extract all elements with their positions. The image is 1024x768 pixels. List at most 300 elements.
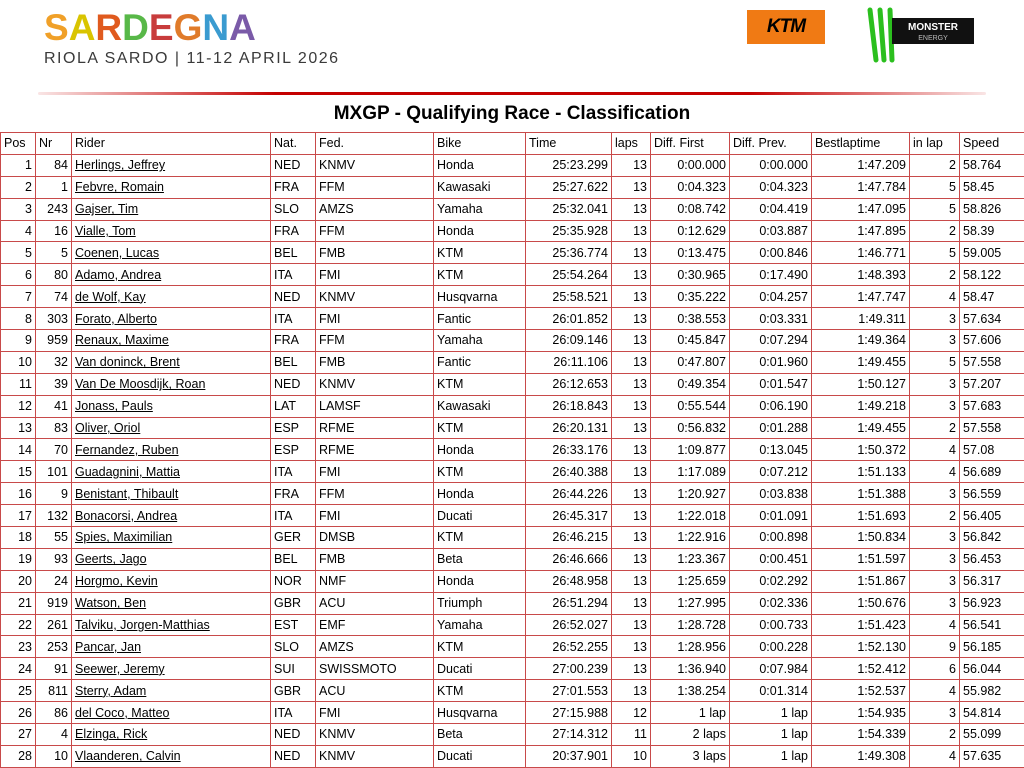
cell-laps: 10: [612, 745, 651, 767]
cell-bestlaptime: 1:51.867: [812, 570, 910, 592]
cell-in-lap: 3: [910, 527, 960, 549]
cell-laps: 13: [612, 548, 651, 570]
cell-in-lap: 5: [910, 351, 960, 373]
cell-fed: DMSB: [316, 527, 434, 549]
monster-energy-logo: [864, 4, 976, 66]
cell-fed: FFM: [316, 330, 434, 352]
cell-nr: 74: [36, 286, 72, 308]
cell-diff-prev: 0:00.846: [730, 242, 812, 264]
cell-speed: 54.814: [960, 702, 1024, 724]
cell-rider[interactable]: Benistant, Thibault: [72, 483, 271, 505]
cell-laps: 13: [612, 242, 651, 264]
cell-rider[interactable]: Herlings, Jeffrey: [72, 154, 271, 176]
cell-nat: BEL: [271, 351, 316, 373]
cell-speed: 57.558: [960, 417, 1024, 439]
cell-speed: 57.635: [960, 745, 1024, 767]
cell-diff-prev: 1 lap: [730, 702, 812, 724]
cell-bike: Fantic: [434, 308, 526, 330]
table-row: [1, 658, 1024, 680]
cell-laps: 13: [612, 286, 651, 308]
cell-pos: 17: [1, 505, 36, 527]
cell-bike: Honda: [434, 483, 526, 505]
cell-bike: KTM: [434, 373, 526, 395]
cell-rider[interactable]: Adamo, Andrea: [72, 264, 271, 286]
table-row: [1, 198, 1024, 220]
cell-in-lap: 2: [910, 505, 960, 527]
column-header-nat: Nat.: [271, 133, 316, 155]
cell-rider[interactable]: Coenen, Lucas: [72, 242, 271, 264]
cell-diff-first: 0:55.544: [651, 395, 730, 417]
cell-laps: 12: [612, 702, 651, 724]
cell-laps: 13: [612, 658, 651, 680]
cell-speed: 57.606: [960, 330, 1024, 352]
table-row: [1, 680, 1024, 702]
cell-rider[interactable]: Fernandez, Ruben: [72, 439, 271, 461]
cell-bestlaptime: 1:49.218: [812, 395, 910, 417]
cell-laps: 13: [612, 198, 651, 220]
cell-laps: 13: [612, 461, 651, 483]
cell-fed: FMI: [316, 461, 434, 483]
cell-diff-first: 1:36.940: [651, 658, 730, 680]
cell-nr: 41: [36, 395, 72, 417]
cell-in-lap: 2: [910, 154, 960, 176]
cell-diff-first: 0:38.553: [651, 308, 730, 330]
table-row: [1, 417, 1024, 439]
cell-in-lap: 2: [910, 724, 960, 746]
cell-speed: 55.099: [960, 724, 1024, 746]
cell-diff-prev: 0:01.288: [730, 417, 812, 439]
cell-fed: FMI: [316, 505, 434, 527]
table-row: [1, 505, 1024, 527]
cell-pos: 15: [1, 461, 36, 483]
cell-speed: 58.826: [960, 198, 1024, 220]
cell-diff-first: 1:09.877: [651, 439, 730, 461]
cell-laps: 13: [612, 417, 651, 439]
cell-bestlaptime: 1:49.455: [812, 351, 910, 373]
column-header-bestlaptime: Bestlaptime: [812, 133, 910, 155]
cell-in-lap: 2: [910, 264, 960, 286]
event-name-letter: S: [44, 7, 69, 48]
cell-nr: 10: [36, 745, 72, 767]
cell-laps: 13: [612, 308, 651, 330]
table-row: [1, 351, 1024, 373]
cell-bike: KTM: [434, 242, 526, 264]
cell-rider[interactable]: Elzinga, Rick: [72, 724, 271, 746]
cell-time: 20:37.901: [526, 745, 612, 767]
cell-fed: KNMV: [316, 154, 434, 176]
cell-diff-prev: 0:02.336: [730, 592, 812, 614]
cell-rider[interactable]: Forato, Alberto: [72, 308, 271, 330]
table-row: [1, 614, 1024, 636]
cell-nat: FRA: [271, 220, 316, 242]
cell-time: 26:18.843: [526, 395, 612, 417]
event-header: [0, 0, 1024, 100]
cell-rider[interactable]: Febvre, Romain: [72, 176, 271, 198]
cell-fed: AMZS: [316, 198, 434, 220]
cell-laps: 13: [612, 636, 651, 658]
column-header-fed: Fed.: [316, 133, 434, 155]
cell-speed: 56.044: [960, 658, 1024, 680]
cell-bestlaptime: 1:51.133: [812, 461, 910, 483]
cell-fed: ACU: [316, 592, 434, 614]
cell-bestlaptime: 1:51.693: [812, 505, 910, 527]
cell-diff-first: 0:04.323: [651, 176, 730, 198]
table-row: [1, 176, 1024, 198]
cell-fed: ACU: [316, 680, 434, 702]
cell-bike: Triumph: [434, 592, 526, 614]
classification-table: [0, 132, 1024, 768]
cell-laps: 13: [612, 373, 651, 395]
table-row: [1, 724, 1024, 746]
cell-diff-first: 0:00.000: [651, 154, 730, 176]
cell-laps: 11: [612, 724, 651, 746]
cell-fed: FFM: [316, 176, 434, 198]
cell-diff-prev: 0:04.323: [730, 176, 812, 198]
cell-bike: Ducati: [434, 658, 526, 680]
cell-diff-prev: 0:04.419: [730, 198, 812, 220]
table-row: [1, 439, 1024, 461]
event-name-letter: R: [95, 7, 123, 48]
cell-nat: BEL: [271, 242, 316, 264]
cell-time: 26:20.131: [526, 417, 612, 439]
svg-text:ENERGY: ENERGY: [918, 35, 948, 42]
cell-diff-prev: 0:01.960: [730, 351, 812, 373]
cell-pos: 7: [1, 286, 36, 308]
cell-diff-prev: 0:13.045: [730, 439, 812, 461]
cell-bestlaptime: 1:49.308: [812, 745, 910, 767]
cell-diff-prev: 0:04.257: [730, 286, 812, 308]
column-header-diff-first: Diff. First: [651, 133, 730, 155]
cell-speed: 57.634: [960, 308, 1024, 330]
cell-rider[interactable]: Jonass, Pauls: [72, 395, 271, 417]
cell-in-lap: 4: [910, 745, 960, 767]
cell-fed: FMB: [316, 242, 434, 264]
cell-nat: NED: [271, 154, 316, 176]
cell-rider[interactable]: Sterry, Adam: [72, 680, 271, 702]
cell-time: 26:52.255: [526, 636, 612, 658]
cell-rider[interactable]: Geerts, Jago: [72, 548, 271, 570]
cell-diff-prev: 0:01.314: [730, 680, 812, 702]
cell-bestlaptime: 1:50.834: [812, 527, 910, 549]
table-row: [1, 548, 1024, 570]
cell-pos: 14: [1, 439, 36, 461]
cell-nr: 16: [36, 220, 72, 242]
cell-nat: ESP: [271, 417, 316, 439]
cell-bike: Ducati: [434, 745, 526, 767]
column-header-rider: Rider: [72, 133, 271, 155]
cell-diff-prev: 0:01.091: [730, 505, 812, 527]
cell-rider[interactable]: Oliver, Oriol: [72, 417, 271, 439]
cell-speed: 58.39: [960, 220, 1024, 242]
cell-speed: 57.207: [960, 373, 1024, 395]
event-name-letter: N: [202, 7, 230, 48]
cell-bestlaptime: 1:52.537: [812, 680, 910, 702]
cell-bike: KTM: [434, 680, 526, 702]
cell-rider[interactable]: Seewer, Jeremy: [72, 658, 271, 680]
cell-diff-first: 0:08.742: [651, 198, 730, 220]
cell-bestlaptime: 1:47.784: [812, 176, 910, 198]
table-row: [1, 636, 1024, 658]
cell-time: 26:45.317: [526, 505, 612, 527]
cell-nr: 811: [36, 680, 72, 702]
cell-time: 27:14.312: [526, 724, 612, 746]
cell-fed: FMI: [316, 702, 434, 724]
cell-rider[interactable]: Vlaanderen, Calvin: [72, 745, 271, 767]
cell-fed: EMF: [316, 614, 434, 636]
cell-bike: KTM: [434, 417, 526, 439]
cell-in-lap: 3: [910, 548, 960, 570]
cell-in-lap: 6: [910, 658, 960, 680]
cell-nr: 80: [36, 264, 72, 286]
cell-pos: 28: [1, 745, 36, 767]
cell-diff-first: 0:56.832: [651, 417, 730, 439]
cell-bestlaptime: 1:52.412: [812, 658, 910, 680]
cell-nr: 39: [36, 373, 72, 395]
cell-pos: 22: [1, 614, 36, 636]
cell-nat: NED: [271, 373, 316, 395]
cell-in-lap: 3: [910, 330, 960, 352]
cell-nat: NED: [271, 286, 316, 308]
cell-fed: FMI: [316, 308, 434, 330]
cell-pos: 16: [1, 483, 36, 505]
cell-diff-first: 3 laps: [651, 745, 730, 767]
cell-diff-prev: 0:07.212: [730, 461, 812, 483]
cell-fed: KNMV: [316, 745, 434, 767]
cell-speed: 58.45: [960, 176, 1024, 198]
cell-time: 25:36.774: [526, 242, 612, 264]
cell-pos: 24: [1, 658, 36, 680]
cell-nat: ITA: [271, 505, 316, 527]
cell-time: 26:09.146: [526, 330, 612, 352]
cell-pos: 25: [1, 680, 36, 702]
cell-rider[interactable]: Spies, Maximilian: [72, 527, 271, 549]
cell-bike: KTM: [434, 264, 526, 286]
cell-in-lap: 3: [910, 308, 960, 330]
cell-nat: EST: [271, 614, 316, 636]
cell-diff-first: 0:45.847: [651, 330, 730, 352]
cell-speed: 57.683: [960, 395, 1024, 417]
cell-bike: Kawasaki: [434, 176, 526, 198]
table-row: [1, 286, 1024, 308]
cell-rider[interactable]: Talviku, Jorgen-Matthias: [72, 614, 271, 636]
cell-rider[interactable]: Bonacorsi, Andrea: [72, 505, 271, 527]
cell-bestlaptime: 1:50.676: [812, 592, 910, 614]
cell-speed: 56.405: [960, 505, 1024, 527]
cell-nr: 9: [36, 483, 72, 505]
table-row: [1, 373, 1024, 395]
cell-diff-first: 1:28.728: [651, 614, 730, 636]
cell-bike: Honda: [434, 439, 526, 461]
cell-nr: 261: [36, 614, 72, 636]
cell-speed: 56.923: [960, 592, 1024, 614]
cell-nr: 253: [36, 636, 72, 658]
cell-bike: Fantic: [434, 351, 526, 373]
cell-speed: 59.005: [960, 242, 1024, 264]
cell-nr: 959: [36, 330, 72, 352]
table-row: [1, 483, 1024, 505]
cell-diff-first: 1:25.659: [651, 570, 730, 592]
cell-fed: FFM: [316, 483, 434, 505]
cell-fed: FMI: [316, 264, 434, 286]
cell-time: 26:46.666: [526, 548, 612, 570]
cell-in-lap: 5: [910, 198, 960, 220]
cell-in-lap: 4: [910, 614, 960, 636]
cell-time: 25:27.622: [526, 176, 612, 198]
cell-nr: 24: [36, 570, 72, 592]
cell-in-lap: 4: [910, 680, 960, 702]
cell-bestlaptime: 1:51.423: [812, 614, 910, 636]
cell-fed: KNMV: [316, 373, 434, 395]
cell-bike: Yamaha: [434, 198, 526, 220]
cell-pos: 26: [1, 702, 36, 724]
cell-time: 26:40.388: [526, 461, 612, 483]
cell-in-lap: 9: [910, 636, 960, 658]
cell-fed: RFME: [316, 439, 434, 461]
cell-pos: 3: [1, 198, 36, 220]
cell-speed: 56.317: [960, 570, 1024, 592]
event-name: [44, 8, 340, 48]
cell-nr: 5: [36, 242, 72, 264]
cell-time: 26:33.176: [526, 439, 612, 461]
cell-nat: SLO: [271, 198, 316, 220]
cell-rider[interactable]: Watson, Ben: [72, 592, 271, 614]
cell-speed: 56.453: [960, 548, 1024, 570]
cell-pos: 11: [1, 373, 36, 395]
cell-time: 26:01.852: [526, 308, 612, 330]
cell-diff-prev: 0:07.984: [730, 658, 812, 680]
cell-rider[interactable]: Van De Moosdijk, Roan: [72, 373, 271, 395]
cell-nr: 91: [36, 658, 72, 680]
cell-bestlaptime: 1:47.095: [812, 198, 910, 220]
cell-in-lap: 4: [910, 286, 960, 308]
cell-pos: 10: [1, 351, 36, 373]
cell-diff-prev: 1 lap: [730, 724, 812, 746]
cell-time: 25:35.928: [526, 220, 612, 242]
event-name-letter: D: [122, 7, 149, 48]
cell-laps: 13: [612, 527, 651, 549]
cell-time: 27:00.239: [526, 658, 612, 680]
table-row: [1, 330, 1024, 352]
cell-speed: 58.122: [960, 264, 1024, 286]
cell-fed: SWISSMOTO: [316, 658, 434, 680]
cell-nat: LAT: [271, 395, 316, 417]
table-row: [1, 395, 1024, 417]
cell-fed: FFM: [316, 220, 434, 242]
cell-time: 27:01.553: [526, 680, 612, 702]
cell-rider[interactable]: Horgmo, Kevin: [72, 570, 271, 592]
event-name-letter: G: [173, 7, 203, 48]
table-row: [1, 461, 1024, 483]
cell-diff-first: 2 laps: [651, 724, 730, 746]
cell-speed: 56.559: [960, 483, 1024, 505]
cell-pos: 21: [1, 592, 36, 614]
cell-speed: 58.764: [960, 154, 1024, 176]
cell-rider[interactable]: del Coco, Matteo: [72, 702, 271, 724]
cell-diff-first: 0:12.629: [651, 220, 730, 242]
cell-fed: NMF: [316, 570, 434, 592]
cell-diff-prev: 0:00.451: [730, 548, 812, 570]
svg-text:MONSTER: MONSTER: [908, 22, 958, 33]
cell-laps: 13: [612, 264, 651, 286]
cell-in-lap: 4: [910, 461, 960, 483]
cell-laps: 13: [612, 483, 651, 505]
event-name-letter: E: [148, 7, 174, 48]
cell-nat: ITA: [271, 461, 316, 483]
cell-nat: ITA: [271, 308, 316, 330]
cell-diff-first: 0:30.965: [651, 264, 730, 286]
cell-rider[interactable]: Pancar, Jan: [72, 636, 271, 658]
column-header-pos: Pos: [1, 133, 36, 155]
cell-rider[interactable]: Van doninck, Brent: [72, 351, 271, 373]
cell-rider[interactable]: Renaux, Maxime: [72, 330, 271, 352]
cell-in-lap: 2: [910, 220, 960, 242]
cell-laps: 13: [612, 154, 651, 176]
cell-diff-first: 1:22.916: [651, 527, 730, 549]
cell-laps: 13: [612, 351, 651, 373]
cell-diff-prev: 0:17.490: [730, 264, 812, 286]
cell-fed: KNMV: [316, 724, 434, 746]
ktm-logo: KTM: [747, 10, 825, 44]
cell-bike: Beta: [434, 548, 526, 570]
cell-speed: 56.541: [960, 614, 1024, 636]
cell-nr: 132: [36, 505, 72, 527]
cell-rider[interactable]: de Wolf, Kay: [72, 286, 271, 308]
cell-bestlaptime: 1:51.597: [812, 548, 910, 570]
cell-time: 25:58.521: [526, 286, 612, 308]
table-row: [1, 702, 1024, 724]
cell-pos: 5: [1, 242, 36, 264]
table-row: [1, 527, 1024, 549]
cell-bike: Honda: [434, 220, 526, 242]
cell-nat: BEL: [271, 548, 316, 570]
cell-speed: 56.842: [960, 527, 1024, 549]
cell-diff-first: 1:20.927: [651, 483, 730, 505]
cell-nr: 55: [36, 527, 72, 549]
cell-bestlaptime: 1:46.771: [812, 242, 910, 264]
cell-laps: 13: [612, 330, 651, 352]
cell-bike: Husqvarna: [434, 702, 526, 724]
cell-nr: 919: [36, 592, 72, 614]
cell-in-lap: 3: [910, 702, 960, 724]
cell-time: 25:54.264: [526, 264, 612, 286]
cell-pos: 27: [1, 724, 36, 746]
cell-pos: 12: [1, 395, 36, 417]
cell-diff-first: 0:35.222: [651, 286, 730, 308]
cell-diff-prev: 0:03.838: [730, 483, 812, 505]
cell-rider[interactable]: Gajser, Tim: [72, 198, 271, 220]
cell-bestlaptime: 1:49.364: [812, 330, 910, 352]
cell-time: 26:44.226: [526, 483, 612, 505]
page-title: MXGP - Qualifying Race - Classification: [333, 103, 691, 124]
cell-nat: FRA: [271, 330, 316, 352]
event-name-letter: A: [68, 7, 96, 48]
cell-diff-prev: 0:00.898: [730, 527, 812, 549]
cell-nat: NED: [271, 724, 316, 746]
cell-diff-prev: 0:06.190: [730, 395, 812, 417]
table-row: [1, 570, 1024, 592]
cell-rider[interactable]: Vialle, Tom: [72, 220, 271, 242]
cell-bike: Honda: [434, 570, 526, 592]
cell-bike: Honda: [434, 154, 526, 176]
cell-nr: 32: [36, 351, 72, 373]
cell-pos: 8: [1, 308, 36, 330]
cell-rider[interactable]: Guadagnini, Mattia: [72, 461, 271, 483]
cell-fed: AMZS: [316, 636, 434, 658]
cell-pos: 6: [1, 264, 36, 286]
event-subtitle: RIOLA SARDO | 11-12 APRIL 2026: [44, 50, 340, 67]
cell-speed: 57.558: [960, 351, 1024, 373]
cell-nr: 101: [36, 461, 72, 483]
